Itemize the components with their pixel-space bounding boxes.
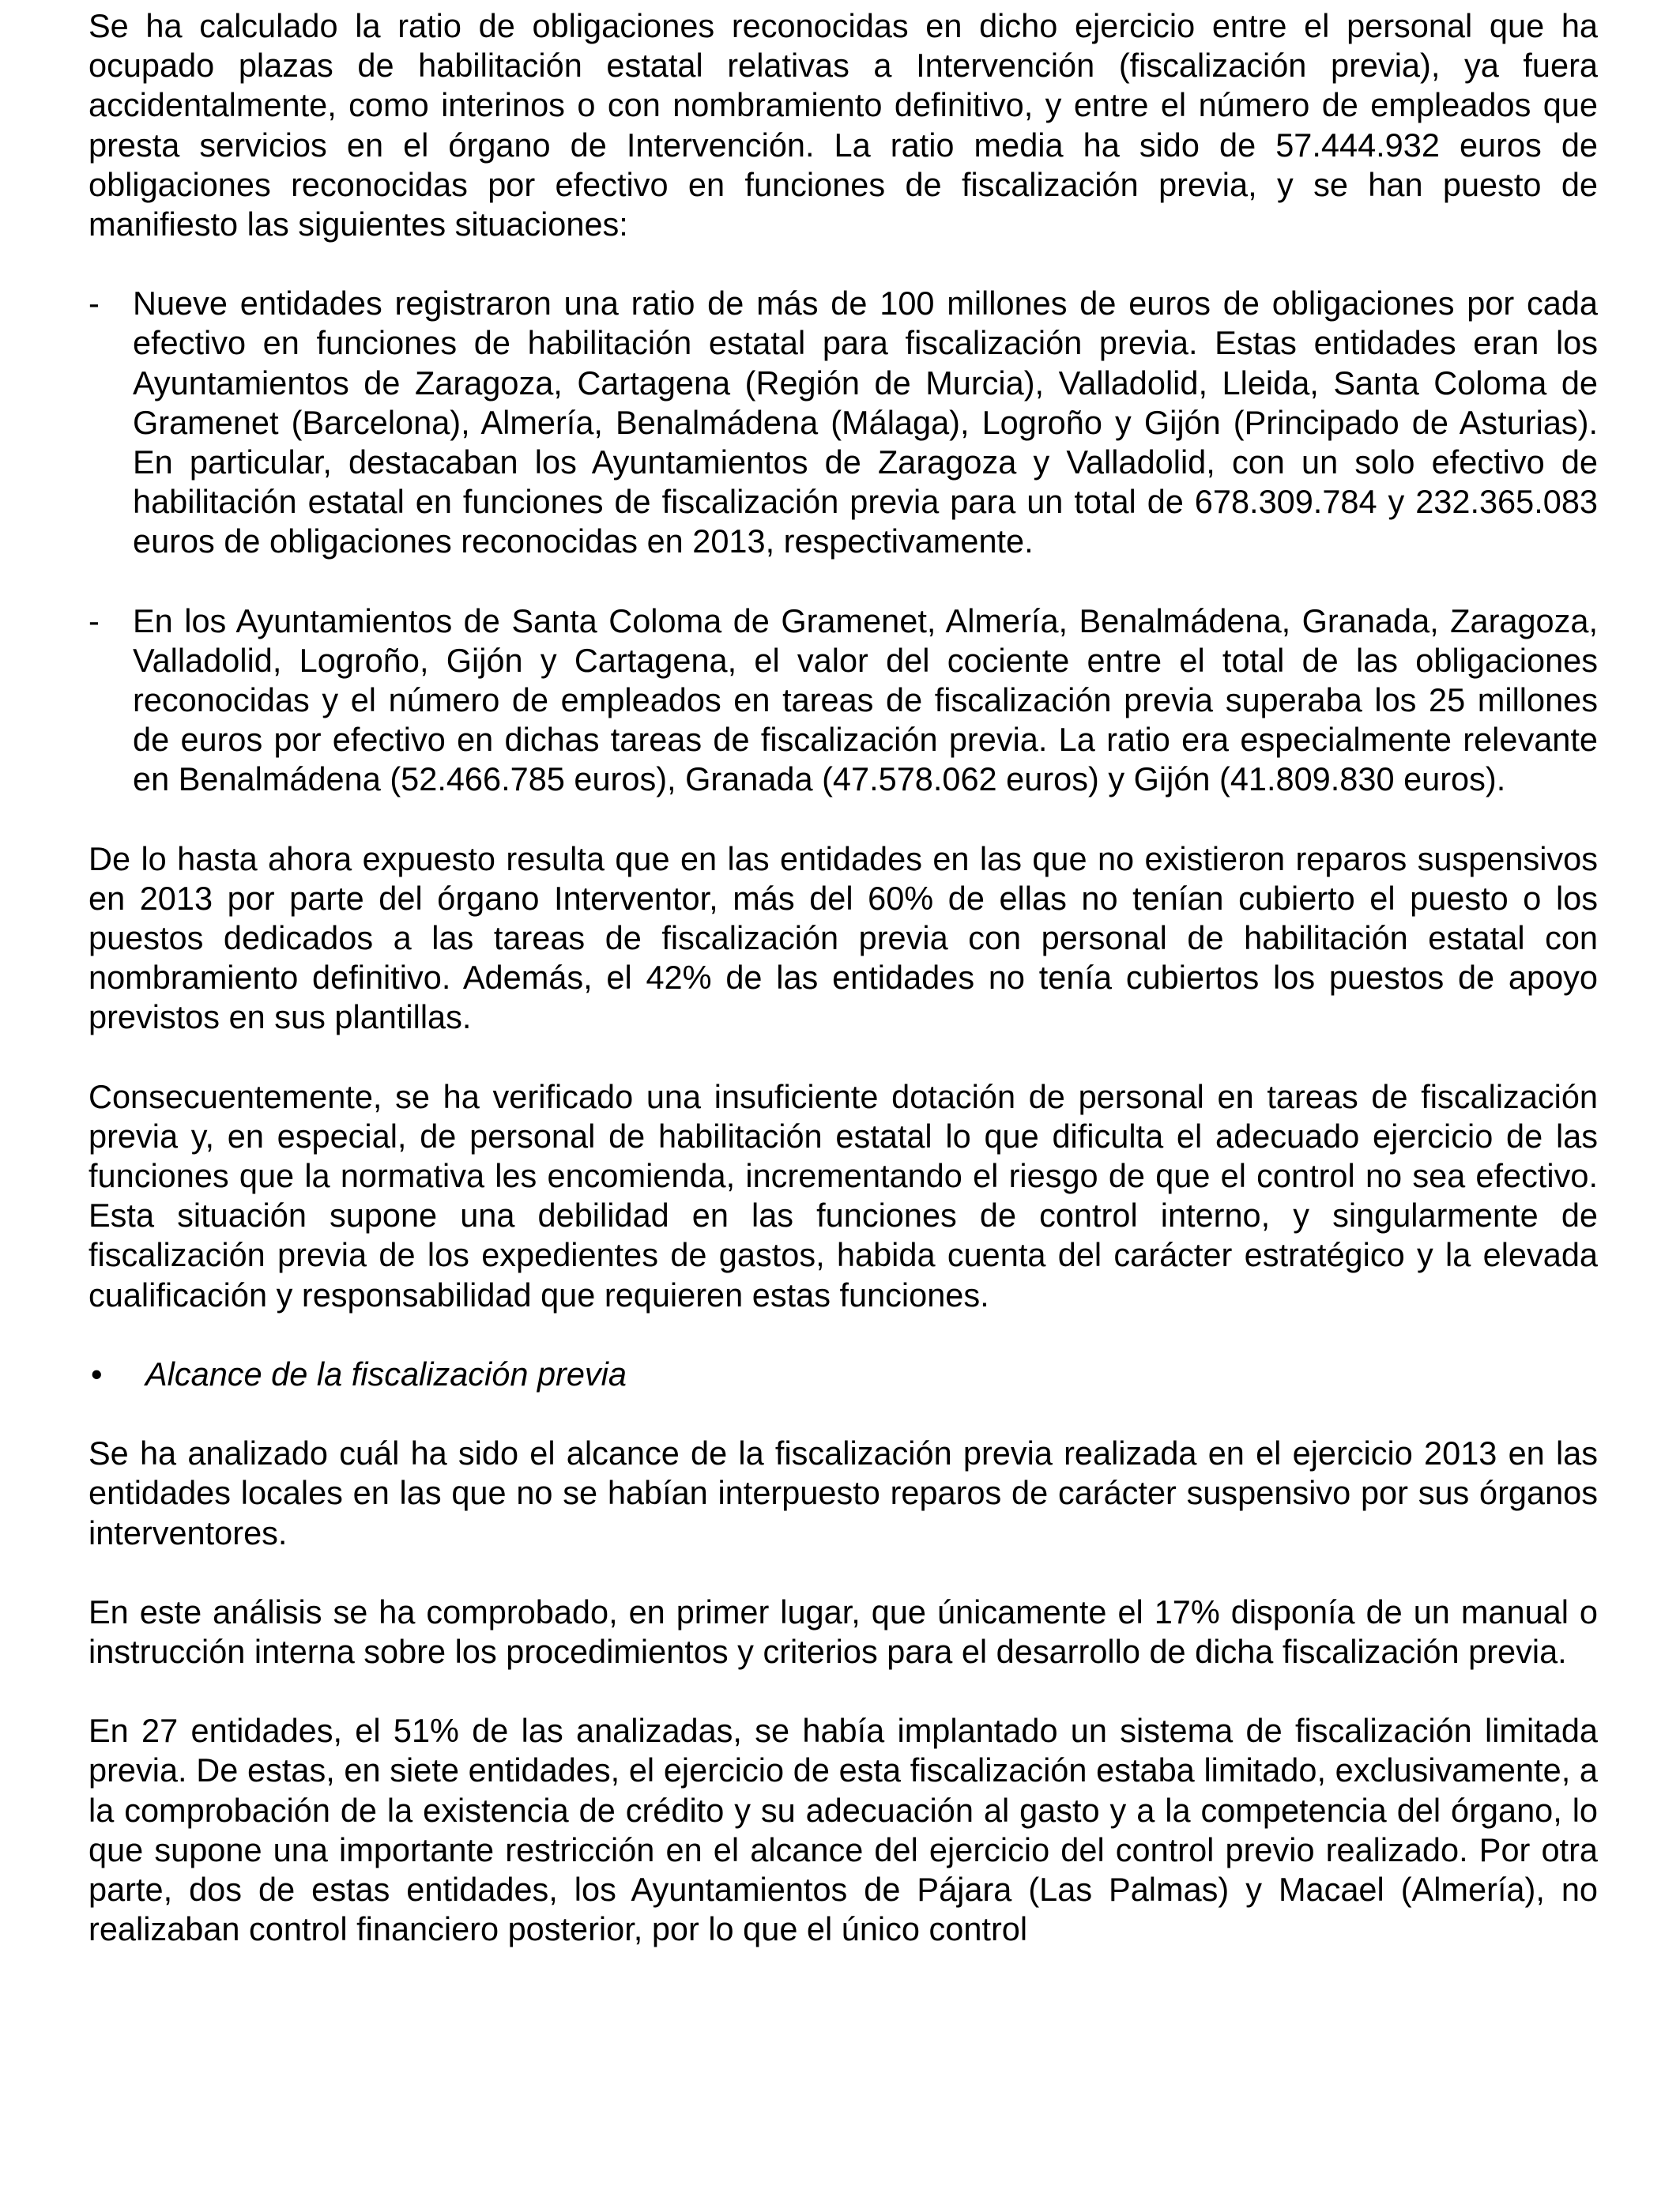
dash-marker: -	[89, 601, 100, 639]
paragraph-limited-control: En 27 entidades, el 51% de las analizadas, se había implantado un sistema de fiscalización limitada previa. De estas, en siete entidades, el ejercicio de esta fiscalización estaba limitado, exclusivamente, a la comprobación de la existencia de crédito y su adecuación al gasto y a la competencia del órgano, lo que supone una importante restricción en el alcance del ejercicio del control previo realizado. Por otra parte, dos de estas entidades, los Ayuntamientos de Pájara (Las Palmas) y Macael (Almería), no realizaban control financiero posterior, por lo que el único control	[89, 1712, 1598, 1948]
paragraph-scope-analysis: Se ha analizado cuál ha sido el alcance de la fiscalización previa realizada en el ejercicio 2013 en las entidades locales en las que no se habían interpuesto reparos de carácter suspensivo por sus órganos interventores.	[89, 1434, 1598, 1551]
paragraph-conclusion-staff: De lo hasta ahora expuesto resulta que en las entidades en las que no existieron reparos suspensivos en 2013 por parte del órgano Interventor, más del 60% de ellas no tenían cubierto el puesto o los puestos dedicados a las tareas de fiscalización previa con personal de habilitación estatal con nombramiento definitivo. Además, el 42% de las entidades no tenía cubiertos los puestos de apoyo previstos en sus plantillas.	[89, 839, 1598, 1036]
bullet-icon: •	[91, 1355, 103, 1393]
paragraph-insufficient-staff: Consecuentemente, se ha verificado una insuficiente dotación de personal en tareas de fiscalización previa y, en especial, de personal de habilitación estatal lo que dificulta el adecuado ejercicio de las funciones que la normativa les encomienda, incrementando el riesgo de que el control no sea efectivo. Esta situación supone una debilidad en las funciones de control interno, y singularmente de fiscalización previa de los expedientes de gastos, habida cuenta del carácter estratégico y la elevada cualificación y responsabilidad que requieren estas funciones.	[89, 1077, 1598, 1314]
list-item	[89, 284, 1598, 561]
list-item	[89, 601, 1598, 800]
paragraph-manual-finding: En este análisis se ha comprobado, en primer lugar, que únicamente el 17% disponía de un manual o instrucción interna sobre los procedimientos y criterios para el desarrollo de dicha fiscalización previa.	[89, 1593, 1598, 1670]
dash-marker: -	[89, 285, 100, 322]
section-heading	[89, 1355, 1598, 1394]
document-page	[89, 6, 1598, 1989]
list-item-text: En los Ayuntamientos de Santa Coloma de Gramenet, Almería, Benalmádena, Granada, Zaragoza, Valladolid, Logroño, Gijón y Cartagena, el valor del cociente entre el total de las obligaciones reconocidas y el número de empleados en tareas de fiscalización previa superaba los 25 millones de euros por efectivo en dichas tareas de fiscalización previa. La ratio era especialmente relevante en Benalmádena (52.466.785 euros), Granada (47.578.062 euros) y Gijón (41.809.830 euros).	[133, 601, 1598, 798]
ratio-situations-list	[89, 284, 1598, 799]
list-item-text: Nueve entidades registraron una ratio de más de 100 millones de euros de obligaciones por cada efectivo en funciones de habilitación estatal para fiscalización previa. Estas entidades eran los Ayuntamientos de Zaragoza, Cartagena (Región de Murcia), Valladolid, Lleida, Santa Coloma de Gramenet (Barcelona), Almería, Benalmádena (Málaga), Logroño y Gijón (Principado de Asturias). En particular, destacaban los Ayuntamientos de Zaragoza y Valladolid, con un solo efectivo de habilitación estatal en funciones de fiscalización previa para un total de 678.309.784 y 232.365.083 euros de obligaciones reconocidas en 2013, respectivamente.	[133, 285, 1598, 560]
section-heading-text: Alcance de la fiscalización previa	[145, 1355, 627, 1393]
paragraph-ratio-intro: Se ha calculado la ratio de obligaciones reconocidas en dicho ejercicio entre el personal que ha ocupado plazas de habilitación estatal relativas a Intervención (fiscalización previa), ya fuera accidentalmente, como interinos o con nombramiento definitivo, y entre el número de empleados que presta servicios en el órgano de Intervención. La ratio media ha sido de 57.444.932 euros de obligaciones reconocidas por efectivo en funciones de fiscalización previa, y se han puesto de manifiesto las siguientes situaciones:	[89, 7, 1598, 243]
